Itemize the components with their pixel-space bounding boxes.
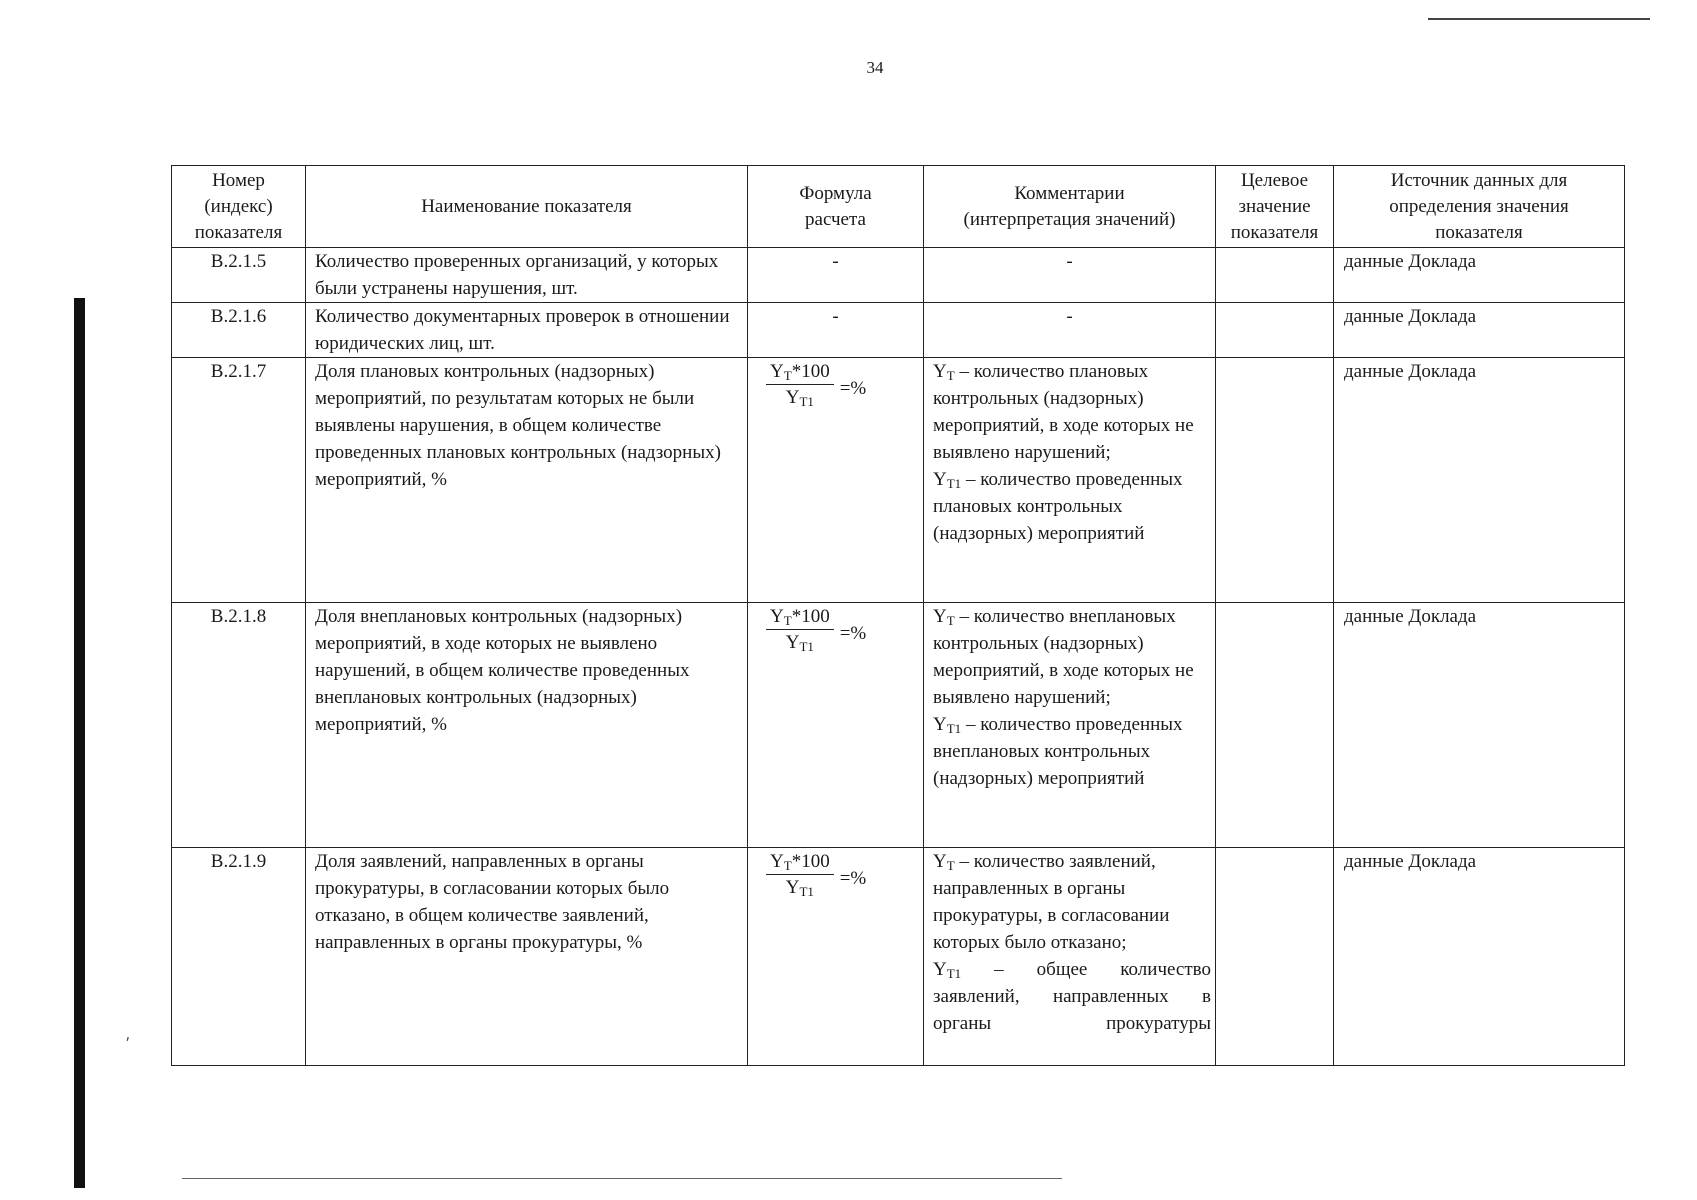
row-target [1216,358,1334,603]
formula [766,605,866,656]
row-target [1216,303,1334,358]
row-formula: - [748,248,924,303]
formula [766,360,866,411]
formula-result: =% [839,868,867,889]
header-target: Целевое значение показателя [1216,166,1334,248]
row-source: данные Доклада [1334,603,1625,848]
indicators-table [171,165,1625,1066]
row-source: данные Доклада [1334,303,1625,358]
formula-result: =% [839,378,867,399]
row-index: В.2.1.8 [172,603,306,848]
row-target [1216,848,1334,1066]
row-name: Доля плановых контрольных (надзорных) мероприятий, по результатам которых не были выявлены нарушения, в общем количестве проведенных плановых контрольных (надзорных) мероприятий, % [306,358,748,603]
row-comment: - [924,303,1216,358]
comment-item: $Y_{T1}$ – общее количество заявлений, направленных в органы прокуратуры [933,959,1211,1034]
row-source: данные Доклада [1334,248,1625,303]
comment-item: $Y_T$ – количество плановых контрольных (надзорных) мероприятий, в ходе которых не выявлено нарушений; [933,361,1194,463]
row-target [1216,603,1334,848]
row-comment [924,358,1216,603]
header-comment: Комментарии (интерпретация значений) [924,166,1216,248]
scan-binding-edge [74,298,85,1188]
header-name: Наименование показателя [306,166,748,248]
row-index: В.2.1.6 [172,303,306,358]
row-target [1216,248,1334,303]
table-header-row [172,166,1625,248]
formula-denominator: $Y_{T1}$ [785,387,814,409]
table-row [172,358,1625,603]
table-row [172,603,1625,848]
table-row [172,303,1625,358]
row-comment [924,603,1216,848]
header-index: Номер (индекс) показателя [172,166,306,248]
formula-denominator: $Y_{T1}$ [785,632,814,654]
row-name: Количество документарных проверок в отношении юридических лиц, шт. [306,303,748,358]
row-source: данные Доклада [1334,848,1625,1066]
header-source: Источник данных для определения значения показателя [1334,166,1625,248]
comment-item: $Y_T$ – количество внеплановых контрольных (надзорных) мероприятий, в ходе которых не выявлено нарушений; [933,606,1194,708]
row-comment: - [924,248,1216,303]
scan-mark: ⸴ [126,1029,131,1045]
table-row [172,248,1625,303]
formula-numerator: $Y_T*100$ [766,605,834,630]
formula-denominator: $Y_{T1}$ [785,877,814,899]
row-index: В.2.1.5 [172,248,306,303]
formula-fraction [766,360,834,411]
row-index: В.2.1.7 [172,358,306,603]
header-formula: Формула расчета [748,166,924,248]
formula-fraction [766,605,834,656]
table-row [172,848,1625,1066]
row-formula [748,358,924,603]
row-index: В.2.1.9 [172,848,306,1066]
formula-fraction [766,850,834,901]
formula [766,850,866,901]
row-formula: - [748,303,924,358]
formula-result: =% [839,623,867,644]
bottom-rule [182,1178,1062,1179]
row-name: Доля заявлений, направленных в органы прокуратуры, в согласовании которых было отказано, в общем количестве заявлений, направленных в органы прокуратуры, % [306,848,748,1066]
row-name: Доля внеплановых контрольных (надзорных) мероприятий, в ходе которых не выявлено нарушений, в общем количестве проведенных внеплановых контрольных (надзорных) мероприятий, % [306,603,748,848]
formula-numerator: $Y_T*100$ [766,360,834,385]
comment-item: $Y_T$ – количество заявлений, направленных в органы прокуратуры, в согласовании которых было отказано; [933,851,1170,953]
comment-item: $Y_{T1}$ – количество проведенных плановых контрольных (надзорных) мероприятий [933,469,1183,544]
row-comment [924,848,1216,1066]
row-formula [748,848,924,1066]
formula-numerator: $Y_T*100$ [766,850,834,875]
row-name: Количество проверенных организаций, у которых были устранены нарушения, шт. [306,248,748,303]
page-number: 34 [866,58,884,77]
comment-item: $Y_{T1}$ – количество проведенных внеплановых контрольных (надзорных) мероприятий [933,714,1183,789]
row-source: данные Доклада [1334,358,1625,603]
row-formula [748,603,924,848]
top-rule [1428,18,1650,20]
